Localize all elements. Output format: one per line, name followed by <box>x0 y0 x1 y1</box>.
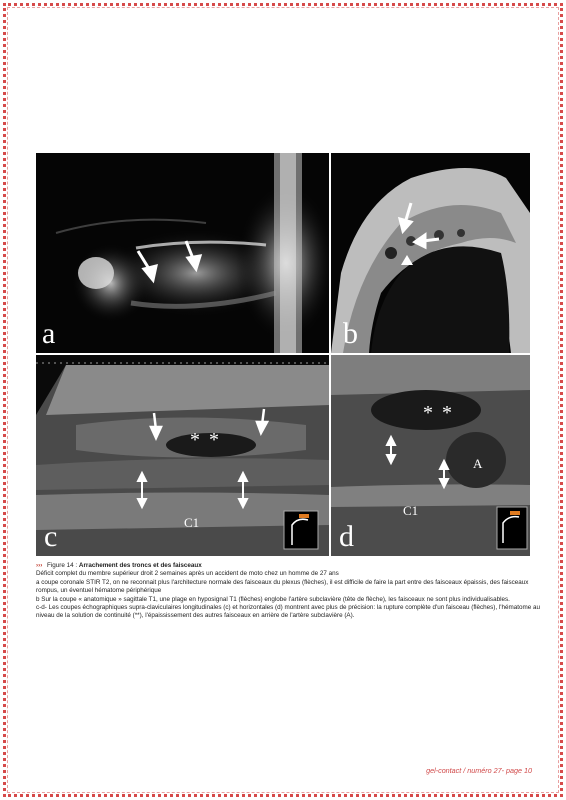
probe-position-icon <box>497 507 527 549</box>
hematoma-marker: * * <box>190 429 221 451</box>
hematoma-marker: * * <box>423 402 454 424</box>
mri-coronal-drawing <box>36 153 329 353</box>
figure-title: Arrachement des troncs et des faisceaux <box>78 562 202 569</box>
probe-position-icon <box>284 511 318 549</box>
figure-caption <box>36 562 546 621</box>
panel-label-a: a <box>42 317 56 350</box>
caption-line: b Sur la coupe « anatomique » sagittale T1, une plage en hyposignal T1 (flèches) englobe l'artère subclavière (tête de flèche), les faisceaux ne sont plus individualisables. <box>36 595 510 603</box>
chevron-icon: ››› <box>36 562 43 569</box>
caption-line: Déficit complet du membre supérieur droit 2 semaines après un accident de moto chez un homme de 27 ans <box>36 570 339 578</box>
ultrasound-longitudinal-image <box>36 355 329 556</box>
page-footer: gel-contact / numéro 27- page 10 <box>426 766 532 775</box>
level-label: C1 <box>184 515 200 530</box>
ultrasound-longitudinal-drawing <box>36 355 329 556</box>
artery-label: A <box>473 456 483 471</box>
level-label: C1 <box>403 503 419 518</box>
panel-label-b: b <box>343 317 358 350</box>
caption-line: a coupe coronale STIR T2, on ne reconnait plus l'architecture normale des faisceaux du plexus (flèches), il est difficile de faire la part entre des faisceaux épaissis, des faisceaux rompus, un éventuel hématome périphérique <box>36 578 529 595</box>
ultrasound-horizontal-image <box>331 355 530 556</box>
panel-label-c: c <box>44 520 58 553</box>
mri-sagittal-image <box>331 153 530 353</box>
panel-label-d: d <box>339 520 354 553</box>
mri-coronal-image <box>36 153 329 353</box>
mri-sagittal-drawing <box>331 153 530 353</box>
ultrasound-horizontal-drawing <box>331 355 530 556</box>
caption-heading <box>36 562 546 570</box>
figure-number: Figure 14 : <box>47 562 78 569</box>
caption-line: c-d- Les coupes échographiques supra-claviculaires longitudinales (c) et horizontales (d) montrent avec plus de précision: la rupture complète d'un faisceau (flèches), l'hématome au niveau de la solution de continuité (**), l'épaississement des autres faisceaux en arrière de l'artère subclavière (A). <box>36 604 540 620</box>
